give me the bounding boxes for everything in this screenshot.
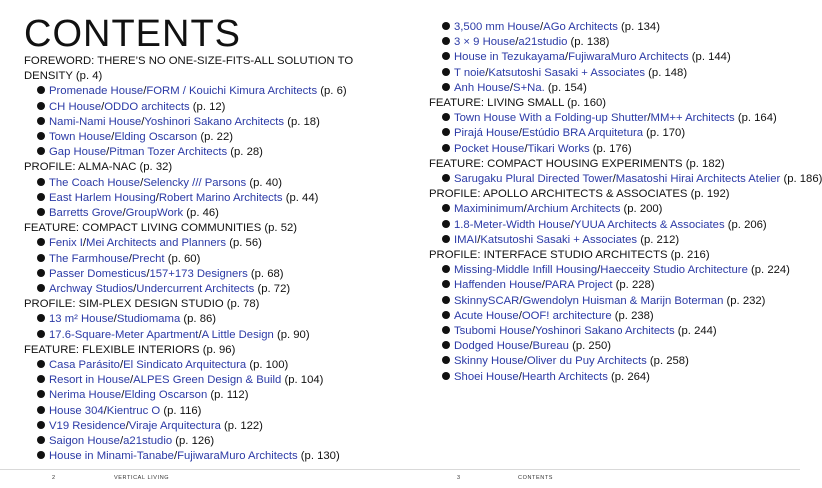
architect-link[interactable]: YUUA Architects & Associates: [573, 218, 725, 231]
project-link[interactable]: 13 m² House: [49, 313, 114, 326]
architect-link[interactable]: Gwendolyn Huisman & Marijn Boterman: [522, 294, 724, 307]
project-link[interactable]: Haffenden House: [454, 279, 542, 292]
page-reference: (p. 112): [210, 389, 249, 402]
separator: /: [113, 313, 117, 326]
page-number: 2: [52, 475, 56, 481]
project-link[interactable]: Missing-Middle Infill Housing: [454, 264, 598, 277]
toc-entry: [429, 233, 797, 248]
toc-entry: [429, 263, 797, 278]
toc-entry: [24, 130, 396, 145]
page-reference: (p. 164): [737, 112, 777, 125]
separator: /: [540, 21, 544, 33]
architect-link[interactable]: PARA Project: [544, 279, 613, 292]
project-link[interactable]: 3,500 mm House: [454, 21, 541, 33]
separator: /: [122, 207, 126, 220]
toc-entry: [429, 20, 797, 35]
page-reference: (p. 46): [186, 207, 219, 220]
bullet-icon: [37, 269, 45, 277]
architect-link[interactable]: Viraje Arquitectura: [128, 419, 221, 432]
project-link[interactable]: Shoei House: [454, 370, 519, 383]
architect-link[interactable]: Katsutoshi Sasaki + Associates: [488, 66, 646, 79]
toc-entry: [429, 126, 797, 141]
toc-entry: [24, 100, 396, 115]
project-link[interactable]: Nami-Nami House: [49, 115, 142, 128]
bullet-icon: [442, 235, 450, 243]
running-head: CONTENTS: [518, 475, 554, 481]
page-reference: (p. 206): [727, 218, 767, 231]
bullet-icon: [442, 220, 450, 228]
left-page-footer: [0, 469, 400, 488]
separator: /: [564, 51, 569, 64]
page-reference: (p. 238): [614, 309, 654, 322]
separator: /: [647, 112, 651, 125]
architect-link[interactable]: El Sindicato Arquitectura: [123, 359, 247, 372]
page-reference: (p. 28): [230, 146, 263, 159]
page-reference: (p. 122): [224, 419, 263, 432]
bullet-icon: [37, 238, 45, 246]
separator: /: [531, 325, 535, 338]
architect-link[interactable]: Elding Oscarson: [114, 131, 198, 144]
bullet-icon: [442, 296, 450, 304]
bullet-icon: [442, 311, 450, 319]
page-reference: (p. 86): [183, 313, 217, 326]
bullet-icon: [37, 284, 45, 292]
project-link[interactable]: Anh House: [454, 81, 510, 94]
architect-link[interactable]: FORM / Kouichi Kimura Architects: [146, 85, 318, 98]
bullet-icon: [37, 375, 45, 383]
project-link[interactable]: Town House With a Folding-up Shutter: [454, 112, 648, 125]
running-head: VERTICAL LIVING: [114, 475, 170, 481]
toc-entry: [429, 111, 797, 126]
project-link[interactable]: Gap House: [49, 146, 107, 159]
page-reference: (p. 68): [250, 267, 284, 280]
bullet-icon: [442, 37, 450, 45]
toc-entry: [24, 449, 396, 464]
architect-link[interactable]: Yoshinori Sakano Architects: [144, 115, 285, 128]
architect-link[interactable]: FujiwaraMuro Architects: [568, 51, 689, 64]
architect-link[interactable]: ODDO architects: [104, 100, 190, 113]
architect-link[interactable]: Undercurrent Architects: [136, 283, 255, 296]
bullet-icon: [442, 83, 450, 91]
separator: /: [519, 294, 523, 307]
project-link[interactable]: Skinny House: [454, 355, 524, 368]
separator: /: [133, 283, 137, 296]
bullet-icon: [442, 326, 450, 334]
project-link[interactable]: Acute House: [454, 309, 519, 322]
separator: /: [130, 374, 134, 387]
architect-link[interactable]: Yoshinori Sakano Architects: [535, 325, 675, 338]
page-reference: (p. 170): [646, 127, 686, 140]
toc-entry: [429, 278, 797, 293]
toc-entry: [429, 339, 797, 354]
page-reference: (p. 200): [623, 203, 663, 216]
architect-link[interactable]: OOF! architecture: [521, 309, 612, 322]
bullet-icon: [37, 330, 45, 338]
separator: /: [119, 435, 124, 448]
separator: /: [143, 85, 147, 98]
project-link[interactable]: Maximinimum: [454, 203, 524, 216]
project-link[interactable]: House in Minami-Tanabe: [49, 450, 174, 463]
bullet-icon: [442, 280, 450, 288]
page-reference: (p. 176): [592, 142, 632, 155]
separator: /: [518, 370, 522, 383]
architect-link[interactable]: Archium Architects: [526, 203, 621, 216]
toc-entry: [24, 115, 396, 130]
architect-link[interactable]: GroupWork: [125, 207, 184, 220]
bullet-icon: [442, 52, 450, 60]
architect-link[interactable]: Tikari Works: [527, 142, 590, 155]
architect-link[interactable]: Precht: [131, 252, 165, 265]
bullet-icon: [37, 117, 45, 125]
bullet-icon: [37, 421, 45, 429]
section-heading: FEATURE: LIVING SMALL (p. 160): [429, 97, 607, 110]
architect-link[interactable]: Hearth Architects: [521, 370, 608, 383]
project-link[interactable]: 3 × 9 House: [454, 36, 516, 49]
separator: /: [518, 309, 522, 322]
toc-list-right: [429, 20, 822, 385]
project-link[interactable]: Pocket House: [454, 142, 525, 155]
page-reference: (p. 12): [192, 100, 226, 113]
page-reference: (p. 90): [276, 328, 310, 341]
page-number: 3: [457, 475, 461, 481]
project-link[interactable]: House 304: [49, 404, 104, 417]
bullet-icon: [442, 341, 450, 349]
separator: /: [121, 389, 125, 402]
architect-link[interactable]: ALPES Green Design & Build: [133, 374, 282, 387]
separator: /: [515, 36, 519, 49]
separator: /: [509, 81, 514, 94]
page-reference: (p. 130): [300, 450, 340, 463]
bullet-icon: [37, 360, 45, 368]
page-reference: (p. 44): [285, 191, 319, 204]
project-link[interactable]: V19 Residence: [49, 419, 126, 432]
separator: /: [155, 191, 159, 204]
architect-link[interactable]: AGo Architects: [543, 21, 618, 33]
separator: /: [101, 100, 105, 113]
toc-entry: [429, 172, 822, 187]
separator: /: [597, 264, 601, 277]
page-reference: (p. 56): [229, 237, 262, 250]
project-link[interactable]: Town House: [49, 131, 112, 144]
bullet-icon: [37, 406, 45, 414]
page-title: CONTENTS: [24, 13, 241, 55]
toc-entry: [24, 206, 396, 221]
project-link[interactable]: 17.6-Square-Meter Apartment: [49, 328, 199, 341]
page-reference: (p. 148): [648, 66, 688, 79]
separator: /: [103, 404, 107, 417]
page-reference: (p. 232): [726, 294, 766, 307]
architect-link[interactable]: Estúdio BRA Arquitetura: [521, 127, 644, 140]
page-reference: (p. 100): [249, 359, 289, 372]
project-link[interactable]: IMAI: [454, 233, 478, 246]
toc-entry: [429, 218, 797, 233]
separator: /: [477, 233, 481, 246]
page-reference: (p. 40): [249, 176, 282, 189]
project-link[interactable]: Archway Studios: [49, 283, 134, 296]
section-heading: PROFILE: ALMA-NAC (p. 32): [24, 161, 173, 174]
architect-link[interactable]: FujiwaraMuro Architects: [177, 450, 298, 463]
toc-entry: [24, 84, 396, 99]
separator: /: [541, 279, 545, 292]
project-link[interactable]: Promenade House: [49, 85, 144, 98]
section-heading: PROFILE: INTERFACE STUDIO ARCHITECTS (p. 216): [429, 249, 710, 262]
page-reference: (p. 258): [649, 355, 689, 368]
page-reference: (p. 104): [284, 374, 324, 387]
separator: /: [485, 66, 489, 79]
bullet-icon: [442, 356, 450, 364]
architect-link[interactable]: MM++ Architects: [650, 112, 735, 125]
page-reference: (p. 60): [167, 252, 201, 265]
project-link[interactable]: The Farmhouse: [49, 252, 129, 265]
toc-entry: [429, 202, 797, 217]
page-reference: (p. 186): [783, 173, 822, 186]
section-heading: PROFILE: SIM-PLEX DESIGN STUDIO (p. 78): [24, 298, 260, 311]
architect-link[interactable]: Bureau: [532, 340, 569, 353]
right-page: [400, 0, 822, 487]
separator: /: [612, 173, 616, 186]
toc-entry: [429, 50, 797, 65]
project-link[interactable]: Fenix I: [49, 237, 83, 250]
architect-link[interactable]: Oliver du Puy Architects: [526, 355, 647, 368]
project-link[interactable]: 1.8-Meter-Width House: [454, 218, 571, 231]
toc-entry: [24, 358, 396, 373]
bullet-icon: [37, 193, 45, 201]
project-link[interactable]: Dodged House: [454, 340, 530, 353]
toc-entry: [429, 324, 797, 339]
toc-entry: [24, 328, 396, 343]
toc-entry: [429, 66, 797, 81]
page-reference: (p. 212): [640, 233, 680, 246]
project-link[interactable]: Pirajá House: [454, 127, 519, 140]
architect-link[interactable]: Elding Oscarson: [124, 389, 208, 402]
page-reference: (p. 250): [572, 340, 612, 353]
project-link[interactable]: Casa Parásito: [49, 359, 120, 372]
separator: /: [198, 328, 202, 341]
toc-entry: [24, 191, 396, 206]
project-link[interactable]: East Harlem Housing: [49, 191, 156, 204]
separator: /: [111, 131, 115, 144]
separator: /: [141, 115, 145, 128]
bullet-icon: [37, 132, 45, 140]
bullet-icon: [37, 102, 45, 110]
separator: /: [529, 340, 533, 353]
toc-entry: [24, 373, 396, 388]
section-heading: FEATURE: COMPACT HOUSING EXPERIMENTS (p. 182): [429, 157, 725, 170]
page-reference: (p. 228): [615, 279, 655, 292]
toc-entry: [429, 35, 797, 50]
project-link[interactable]: House in Tezukayama: [454, 51, 565, 64]
toc-entry: [24, 267, 396, 282]
page-reference: (p. 134): [621, 21, 660, 33]
page-reference: (p. 6): [320, 85, 347, 98]
page-reference: (p. 144): [691, 51, 731, 64]
separator: /: [518, 127, 522, 140]
toc-entry: [429, 142, 797, 157]
architect-link[interactable]: Robert Marino Architects: [158, 191, 283, 204]
page-reference: (p. 224): [751, 264, 790, 277]
project-link[interactable]: Tsubomi House: [454, 325, 532, 338]
left-page: [0, 0, 400, 487]
bullet-icon: [37, 178, 45, 186]
separator: /: [82, 237, 87, 250]
project-link[interactable]: SkinnySCAR: [454, 294, 520, 307]
project-link[interactable]: Sarugaku Plural Directed Tower: [454, 173, 613, 186]
toc-entry: [429, 370, 797, 385]
bullet-icon: [37, 147, 45, 155]
bullet-icon: [442, 204, 450, 212]
bullet-icon: [37, 451, 45, 459]
page-reference: (p. 72): [257, 283, 291, 296]
separator: /: [570, 218, 574, 231]
architect-link[interactable]: A Little Design: [201, 328, 274, 341]
architect-link[interactable]: Masatoshi Hirai Architects Atelier: [615, 173, 781, 186]
architect-link[interactable]: 157+173 Designers: [149, 267, 248, 280]
separator: /: [523, 355, 527, 368]
toc-entry: [24, 145, 396, 160]
separator: /: [125, 419, 129, 432]
architect-link[interactable]: Kientruc O: [106, 404, 161, 417]
architect-link[interactable]: Mei Architects and Planners: [86, 237, 227, 250]
toc-list-left: [24, 54, 396, 464]
separator: /: [106, 146, 110, 159]
bullet-icon: [37, 436, 45, 444]
project-link[interactable]: CH House: [49, 100, 102, 113]
separator: /: [173, 450, 178, 463]
architect-link[interactable]: S+Na.: [513, 81, 545, 94]
toc-entry: [429, 354, 797, 369]
bullet-icon: [442, 265, 450, 273]
toc-entry: [24, 252, 396, 267]
bullet-icon: [37, 86, 45, 94]
project-link[interactable]: Passer Domesticus: [49, 267, 147, 280]
bullet-icon: [37, 254, 45, 262]
page-reference: (p. 22): [200, 131, 233, 144]
toc-entry: [24, 404, 396, 419]
architect-link[interactable]: Pitman Tozer Architects: [109, 146, 228, 159]
architect-link[interactable]: Haecceity Studio Architecture: [600, 264, 748, 277]
bullet-icon: [442, 144, 450, 152]
architect-link[interactable]: Studiomama: [116, 313, 181, 326]
page-reference: (p. 154): [547, 81, 587, 94]
bullet-icon: [37, 208, 45, 216]
project-link[interactable]: The Coach House: [49, 176, 141, 189]
bullet-icon: [442, 372, 450, 380]
section-heading: FEATURE: COMPACT LIVING COMMUNITIES (p. 52): [24, 222, 298, 235]
toc-entry: [429, 309, 797, 324]
toc-entry: [24, 312, 396, 327]
bullet-icon: [442, 22, 450, 30]
page-reference: (p. 18): [287, 115, 320, 128]
section-heading: PROFILE: APOLLO ARCHITECTS & ASSOCIATES (p. 192): [429, 188, 730, 201]
page-reference: (p. 244): [677, 325, 717, 338]
separator: /: [524, 142, 528, 155]
bullet-icon: [442, 174, 450, 182]
architect-link[interactable]: a21studio: [518, 36, 568, 49]
toc-entry: [24, 434, 396, 449]
toc-entry: [24, 282, 396, 297]
project-link[interactable]: Barretts Grove: [49, 207, 123, 220]
bullet-icon: [442, 68, 450, 76]
toc-entry: [429, 81, 797, 96]
separator: /: [140, 176, 144, 189]
bullet-icon: [37, 314, 45, 322]
page-reference: (p. 126): [175, 435, 215, 448]
bullet-icon: [442, 128, 450, 136]
toc-entry: [24, 236, 396, 251]
project-link[interactable]: Resort in House: [49, 374, 130, 387]
toc-entry: [24, 388, 396, 403]
page-reference: (p. 116): [163, 404, 202, 417]
page-reference: (p. 264): [611, 370, 650, 383]
section-heading: FEATURE: FLEXIBLE INTERIORS (p. 96): [24, 343, 236, 356]
architect-link[interactable]: a21studio: [123, 435, 173, 448]
separator: /: [523, 203, 527, 216]
toc-entry: [24, 176, 396, 191]
architect-link[interactable]: Selencky /// Parsons: [143, 176, 247, 189]
separator: /: [146, 267, 150, 280]
project-link[interactable]: Saigon House: [49, 435, 120, 448]
page-reference: (p. 138): [570, 36, 610, 49]
separator: /: [119, 359, 124, 372]
bullet-icon: [37, 390, 45, 398]
right-page-footer: [400, 469, 800, 488]
section-heading: FOREWORD: THERE’S NO ONE-SIZE-FITS-ALL SOLUTION TO DENSITY (p. 4): [24, 55, 354, 83]
separator: /: [128, 252, 132, 265]
bullet-icon: [442, 113, 450, 121]
project-link[interactable]: T noie: [454, 66, 486, 79]
toc-entry: [24, 419, 396, 434]
project-link[interactable]: Nerima House: [49, 389, 122, 402]
architect-link[interactable]: Katsutoshi Sasaki + Associates: [480, 233, 638, 246]
toc-entry: [429, 294, 797, 309]
